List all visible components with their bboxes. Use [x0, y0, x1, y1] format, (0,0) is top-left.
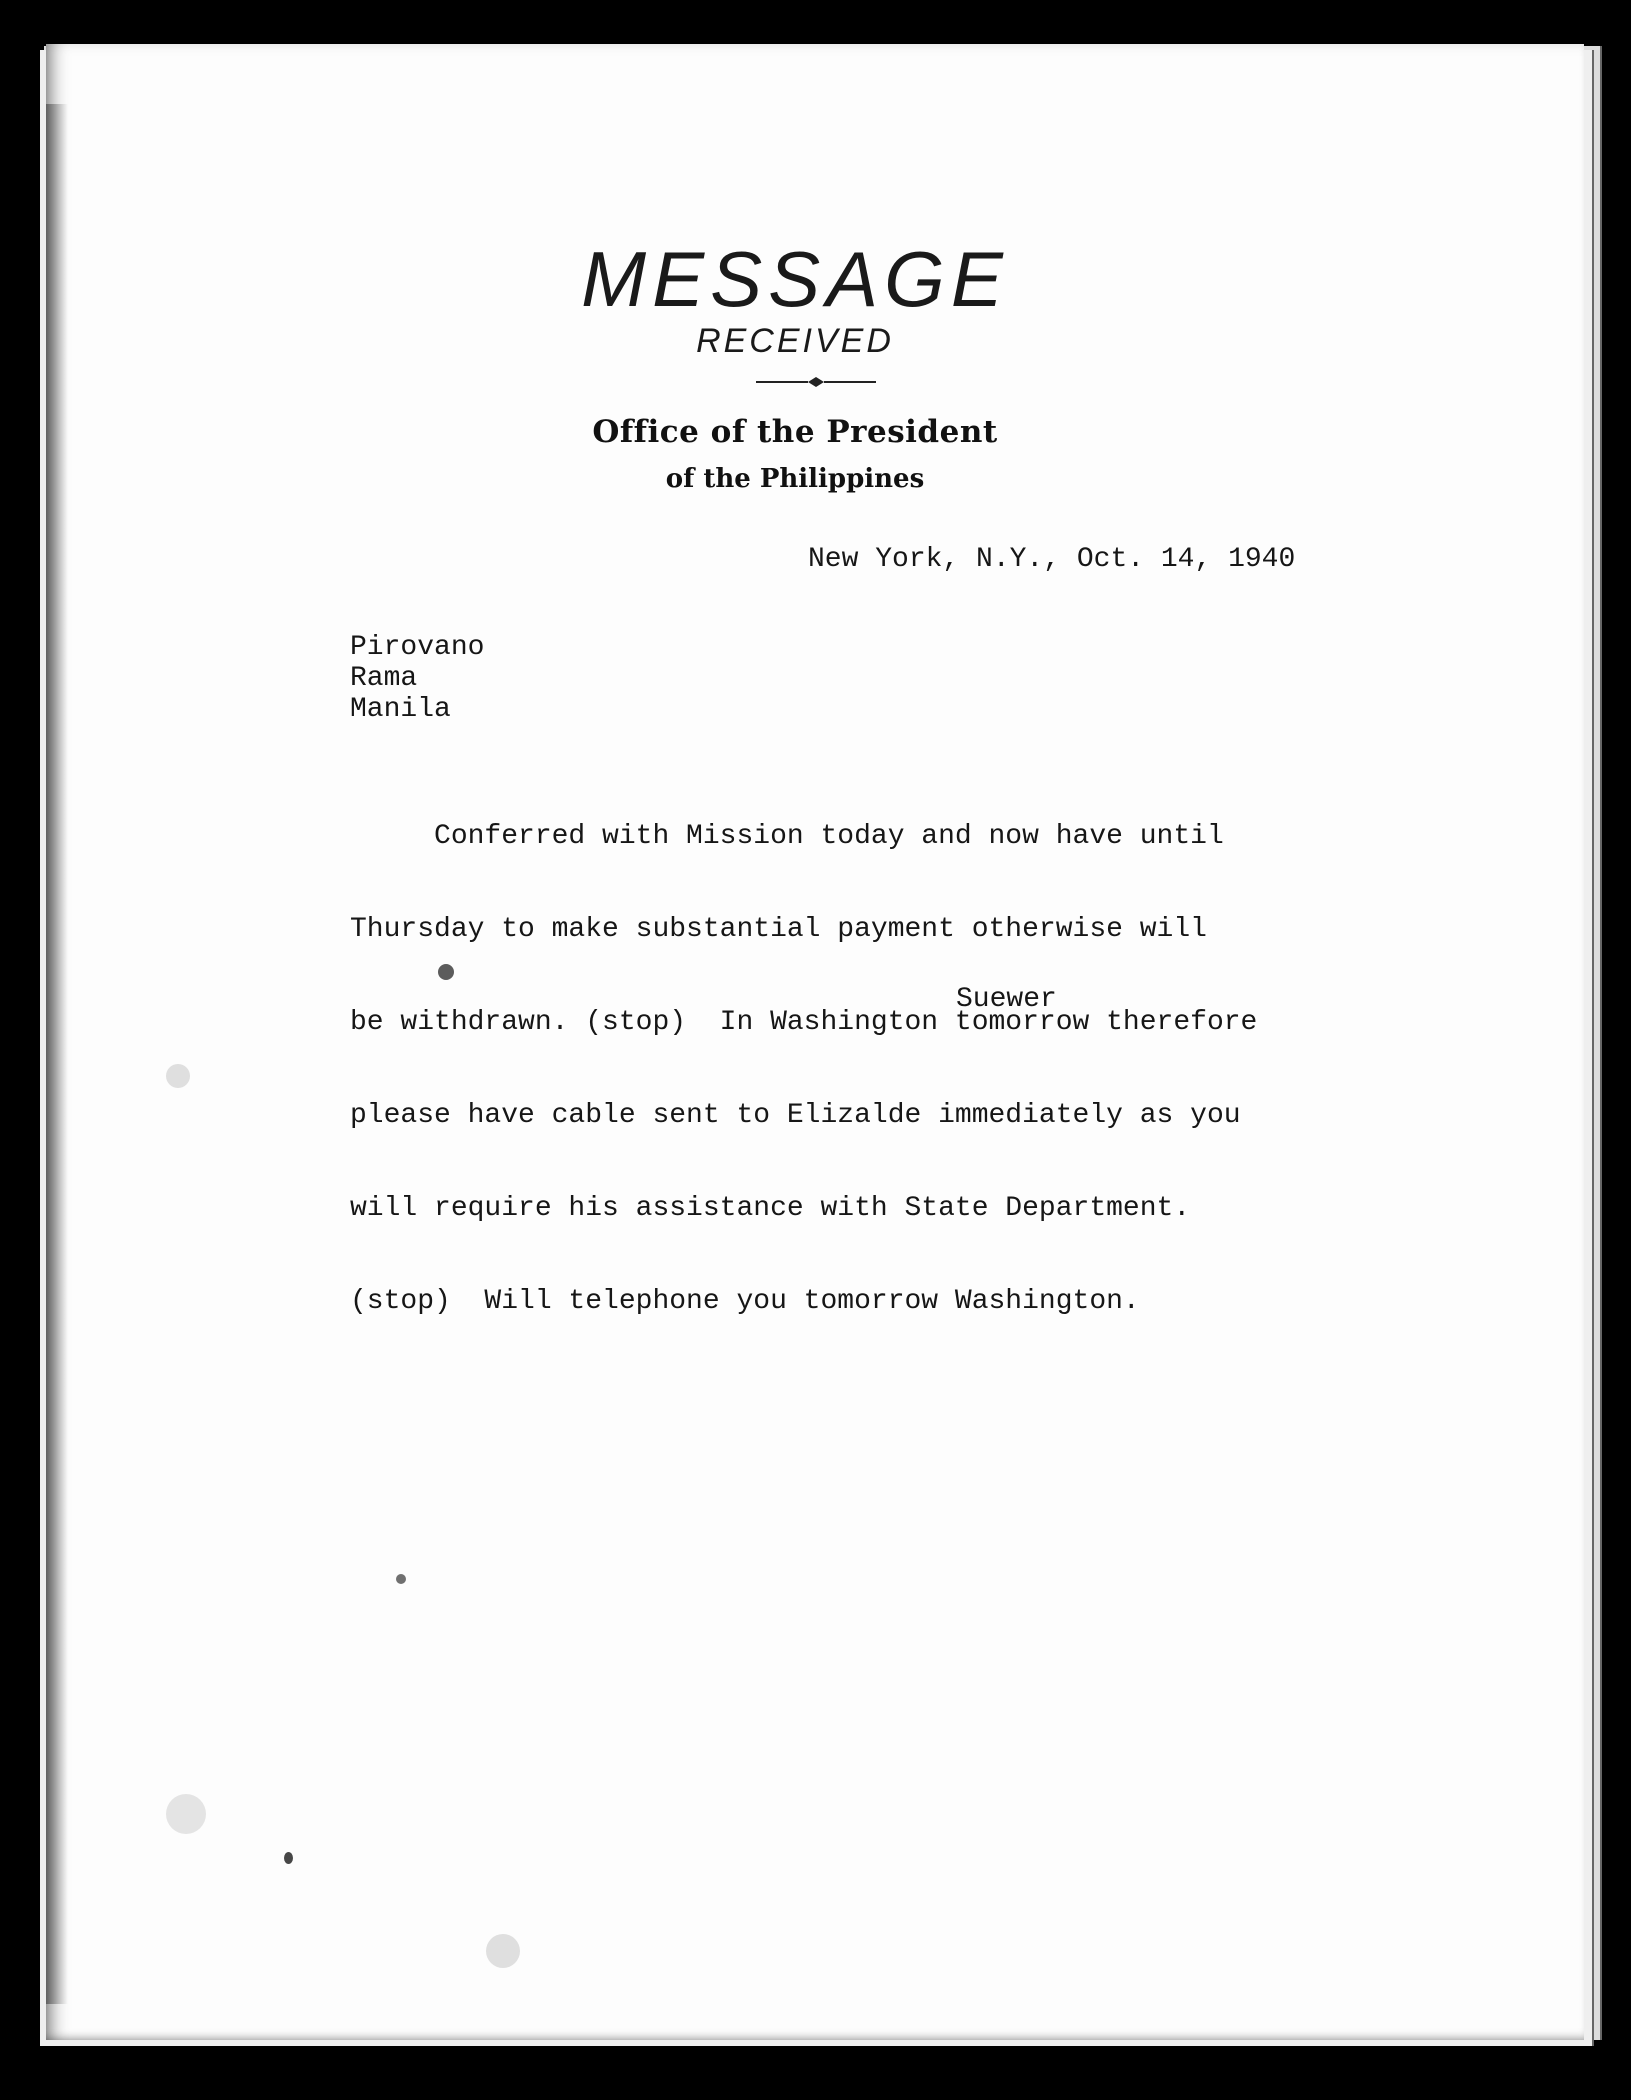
- address-line: Pirovano: [350, 632, 485, 663]
- body-line: Thursday to make substantial payment otherwise will: [350, 914, 1207, 945]
- letterhead-title: MESSAGE: [581, 235, 1009, 323]
- ink-speck: [166, 1064, 190, 1088]
- message-body: [350, 759, 1257, 1379]
- body-line: be withdrawn. (stop) In Washington tomorrow therefore: [350, 1007, 1258, 1038]
- ink-speck: [396, 1574, 406, 1584]
- body-line: please have cable sent to Elizalde immediately as you: [350, 1100, 1241, 1131]
- office-name: Office of the President: [592, 414, 998, 450]
- body-line: Conferred with Mission today and now have until: [350, 821, 1224, 852]
- edge-stain: [46, 104, 68, 2004]
- office-country: of the Philippines: [665, 464, 925, 494]
- ink-speck: [486, 1934, 520, 1968]
- letterhead-subtitle: RECEIVED: [696, 322, 894, 360]
- letterhead-ornament: [756, 376, 876, 388]
- ink-speck: [438, 964, 454, 980]
- dateline: New York, N.Y., Oct. 14, 1940: [808, 544, 1296, 575]
- signature: Suewer: [956, 984, 1057, 1015]
- address-line: Rama: [350, 663, 418, 694]
- ink-speck: [166, 1794, 206, 1834]
- body-line: will require his assistance with State Department.: [350, 1193, 1191, 1224]
- body-line: (stop) Will telephone you tomorrow Washington.: [350, 1286, 1140, 1317]
- address-line: Manila: [350, 694, 451, 725]
- ink-speck: [284, 1852, 293, 1864]
- document-page: [46, 44, 1584, 2040]
